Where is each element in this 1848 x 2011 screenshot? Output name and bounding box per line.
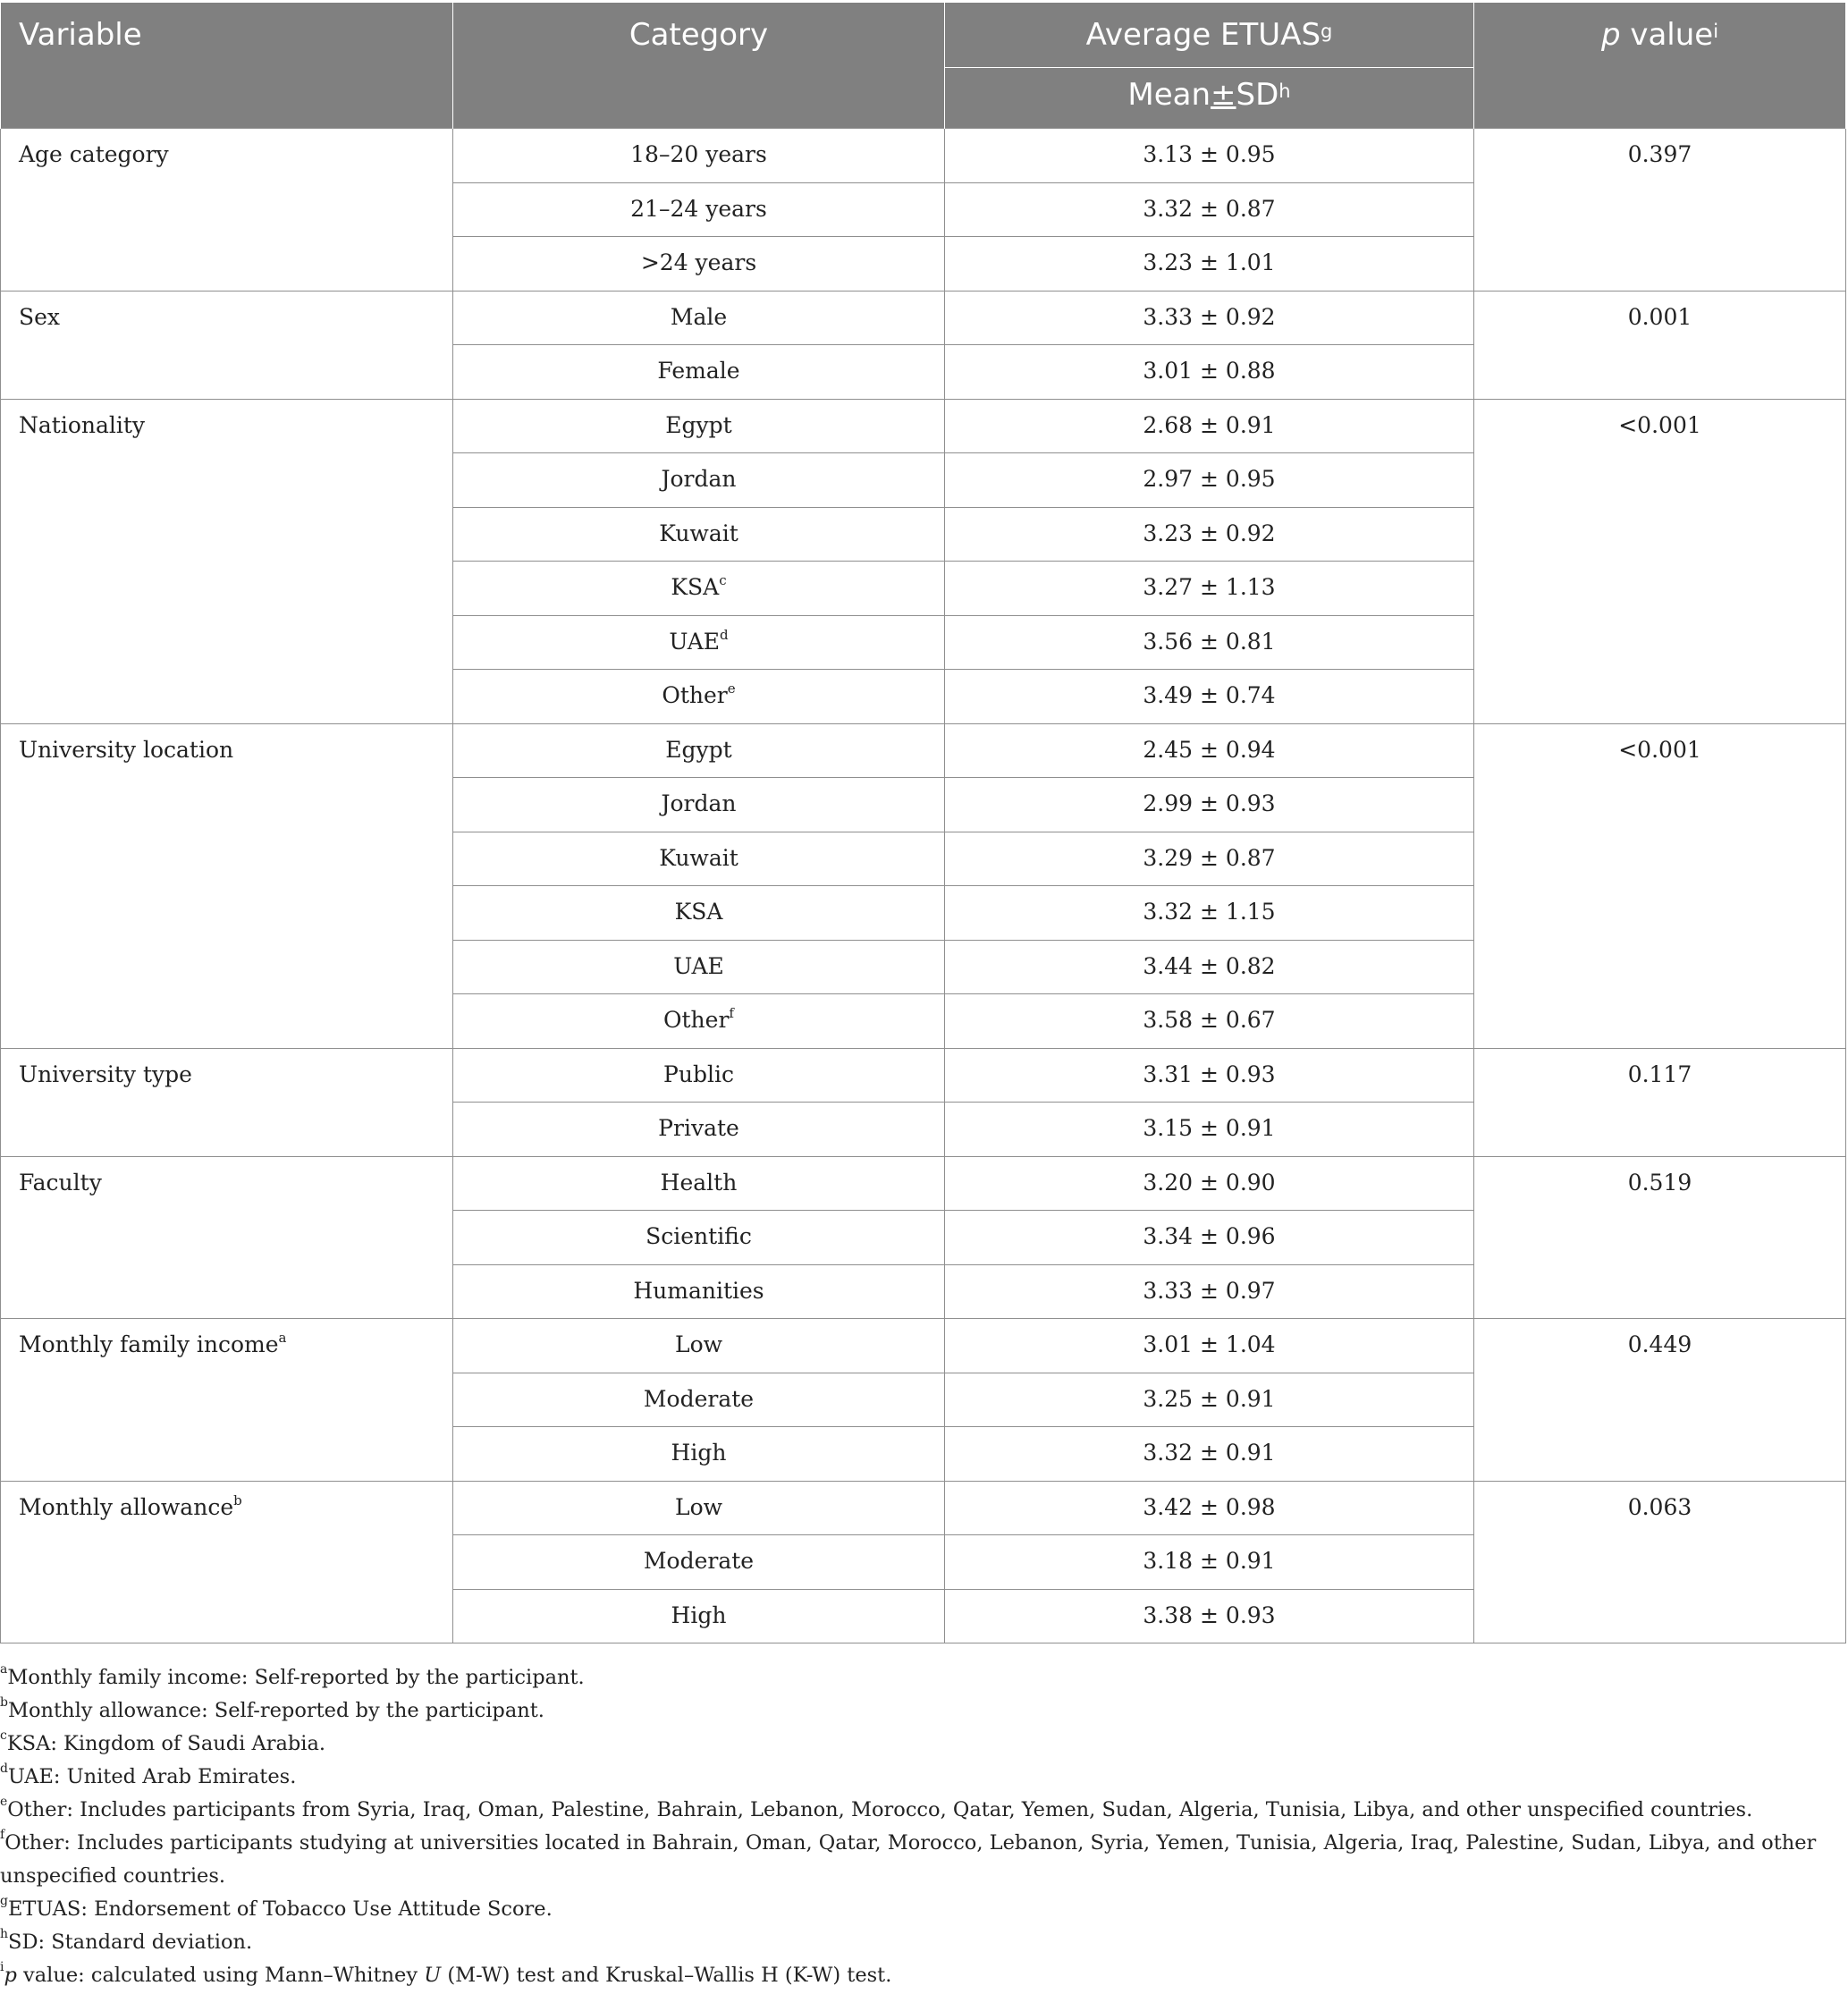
category-cell: Low (453, 1319, 945, 1373)
mean-sd-cell: 3.18 ± 0.91 (945, 1535, 1474, 1590)
category-cell: Moderate (453, 1373, 945, 1427)
category-cell: Kuwait (453, 507, 945, 562)
table-footnotes (0, 1661, 1842, 1992)
mean-sd-cell: 3.32 ± 1.15 (945, 886, 1474, 941)
header-category: Category (453, 3, 945, 129)
table-row (1, 291, 1846, 345)
category-cell: Health (453, 1156, 945, 1211)
category-cell: Low (453, 1481, 945, 1535)
header-p-value: p value$^i$ (1474, 3, 1846, 129)
header-variable: Variable (1, 3, 453, 129)
table-body (1, 129, 1846, 1643)
variable-cell: University location (1, 723, 453, 1048)
category-cell: KSA (453, 886, 945, 941)
p-value-cell: 0.117 (1474, 1048, 1846, 1156)
mean-sd-cell: 3.34 ± 0.96 (945, 1211, 1474, 1265)
mean-sd-cell: 3.23 ± 0.92 (945, 507, 1474, 562)
category-cell: Jordan (453, 453, 945, 508)
category-cell: Kuwait (453, 832, 945, 886)
variable-cell: Monthly family income$^a$ (1, 1319, 453, 1482)
category-cell: 21–24 years (453, 182, 945, 237)
variable-cell: Age category (1, 129, 453, 292)
mean-sd-cell: 3.01 ± 1.04 (945, 1319, 1474, 1373)
mean-sd-cell: 3.15 ± 0.91 (945, 1103, 1474, 1157)
footnote: $^d$UAE: United Arab Emirates. (0, 1762, 297, 1788)
mean-sd-cell: 2.45 ± 0.94 (945, 723, 1474, 778)
category-cell: Female (453, 345, 945, 400)
category-cell: UAE (453, 940, 945, 994)
table-row (1, 1156, 1846, 1211)
p-value-cell: <0.001 (1474, 723, 1846, 1048)
footnote: $^b$Monthly allowance: Self-reported by the participant. (0, 1695, 544, 1722)
table-row (1, 1481, 1846, 1535)
variable-cell: Sex (1, 291, 453, 399)
mean-sd-cell: 3.23 ± 1.01 (945, 237, 1474, 292)
table-row (1, 129, 1846, 183)
category-cell: Scientific (453, 1211, 945, 1265)
footnote: $^e$Other: Includes participants from Syria, Iraq, Oman, Palestine, Bahrain, Lebanon, Morocco, Qatar, Yemen, Sudan, Algeria, Tunisia, Libya, and other unspecified countries. (0, 1795, 1753, 1821)
category-cell: Male (453, 291, 945, 345)
category-cell: Public (453, 1048, 945, 1103)
variable-cell: Nationality (1, 399, 453, 723)
mean-sd-cell: 3.33 ± 0.97 (945, 1264, 1474, 1319)
p-value-cell: 0.397 (1474, 129, 1846, 292)
footnote: $^g$ETUAS: Endorsement of Tobacco Use Attitude Score. (0, 1894, 553, 1921)
table-row (1, 723, 1846, 778)
variable-cell: University type (1, 1048, 453, 1156)
mean-sd-cell: 3.38 ± 0.93 (945, 1589, 1474, 1643)
category-cell: Moderate (453, 1535, 945, 1590)
header-mean-sd: $Mean\pm SD^h$ (945, 68, 1474, 129)
p-value-cell: <0.001 (1474, 399, 1846, 723)
mean-sd-cell: 3.32 ± 0.87 (945, 182, 1474, 237)
category-cell: Other$^f$ (453, 994, 945, 1049)
category-cell: Humanities (453, 1264, 945, 1319)
results-table (0, 3, 1846, 1643)
category-cell: Other$^e$ (453, 670, 945, 724)
table-row (1, 1048, 1846, 1103)
p-value-cell: 0.449 (1474, 1319, 1846, 1482)
p-value-cell: 0.519 (1474, 1156, 1846, 1319)
p-value-cell: 0.063 (1474, 1481, 1846, 1643)
mean-sd-cell: 3.33 ± 0.92 (945, 291, 1474, 345)
table-row (1, 399, 1846, 453)
category-cell: >24 years (453, 237, 945, 292)
mean-sd-cell: 3.56 ± 0.81 (945, 615, 1474, 670)
mean-sd-cell: 3.13 ± 0.95 (945, 129, 1474, 183)
category-cell: UAE$^d$ (453, 615, 945, 670)
table-row (1, 1319, 1846, 1373)
category-cell: Jordan (453, 778, 945, 832)
header-average-etuas: Average ETUAS$^g$ (945, 3, 1474, 68)
category-cell: Private (453, 1103, 945, 1157)
category-cell: 18–20 years (453, 129, 945, 183)
mean-sd-cell: 3.49 ± 0.74 (945, 670, 1474, 724)
mean-sd-cell: 3.32 ± 0.91 (945, 1427, 1474, 1482)
mean-sd-cell: 3.20 ± 0.90 (945, 1156, 1474, 1211)
mean-sd-cell: 2.99 ± 0.93 (945, 778, 1474, 832)
variable-cell: Faculty (1, 1156, 453, 1319)
category-cell: High (453, 1589, 945, 1643)
mean-sd-cell: 2.97 ± 0.95 (945, 453, 1474, 508)
variable-cell: Monthly allowance$^b$ (1, 1481, 453, 1643)
mean-sd-cell: 3.01 ± 0.88 (945, 345, 1474, 400)
mean-sd-cell: 2.68 ± 0.91 (945, 399, 1474, 453)
footnote: $^a$Monthly family income: Self-reported by the participant. (0, 1662, 585, 1689)
mean-sd-cell: 3.44 ± 0.82 (945, 940, 1474, 994)
mean-sd-cell: 3.29 ± 0.87 (945, 832, 1474, 886)
category-cell: Egypt (453, 399, 945, 453)
footnote: $^h$SD: Standard deviation. (0, 1927, 253, 1954)
mean-sd-cell: 3.27 ± 1.13 (945, 562, 1474, 616)
mean-sd-cell: 3.58 ± 0.67 (945, 994, 1474, 1049)
mean-sd-cell: 3.42 ± 0.98 (945, 1481, 1474, 1535)
mean-sd-cell: 3.25 ± 0.91 (945, 1373, 1474, 1427)
mean-sd-cell: 3.31 ± 0.93 (945, 1048, 1474, 1103)
category-cell: KSA$^c$ (453, 562, 945, 616)
category-cell: Egypt (453, 723, 945, 778)
footnote: $^i$p value: calculated using Mann–Whitney U (M-W) test and Kruskal–Wallis H (K-W) test. (0, 1960, 892, 1987)
category-cell: High (453, 1427, 945, 1482)
p-value-cell: 0.001 (1474, 291, 1846, 399)
footnote: $^f$Other: Includes participants studying at universities located in Bahrain, Oman, Qatar, Morocco, Lebanon, Syria, Yemen, Tunisia, Algeria, Iraq, Palestine, Sudan, Libya, and other unspecified countries. (0, 1828, 1817, 1888)
footnote: $^c$KSA: Kingdom of Saudi Arabia. (0, 1728, 326, 1755)
table-header (1, 3, 1846, 129)
